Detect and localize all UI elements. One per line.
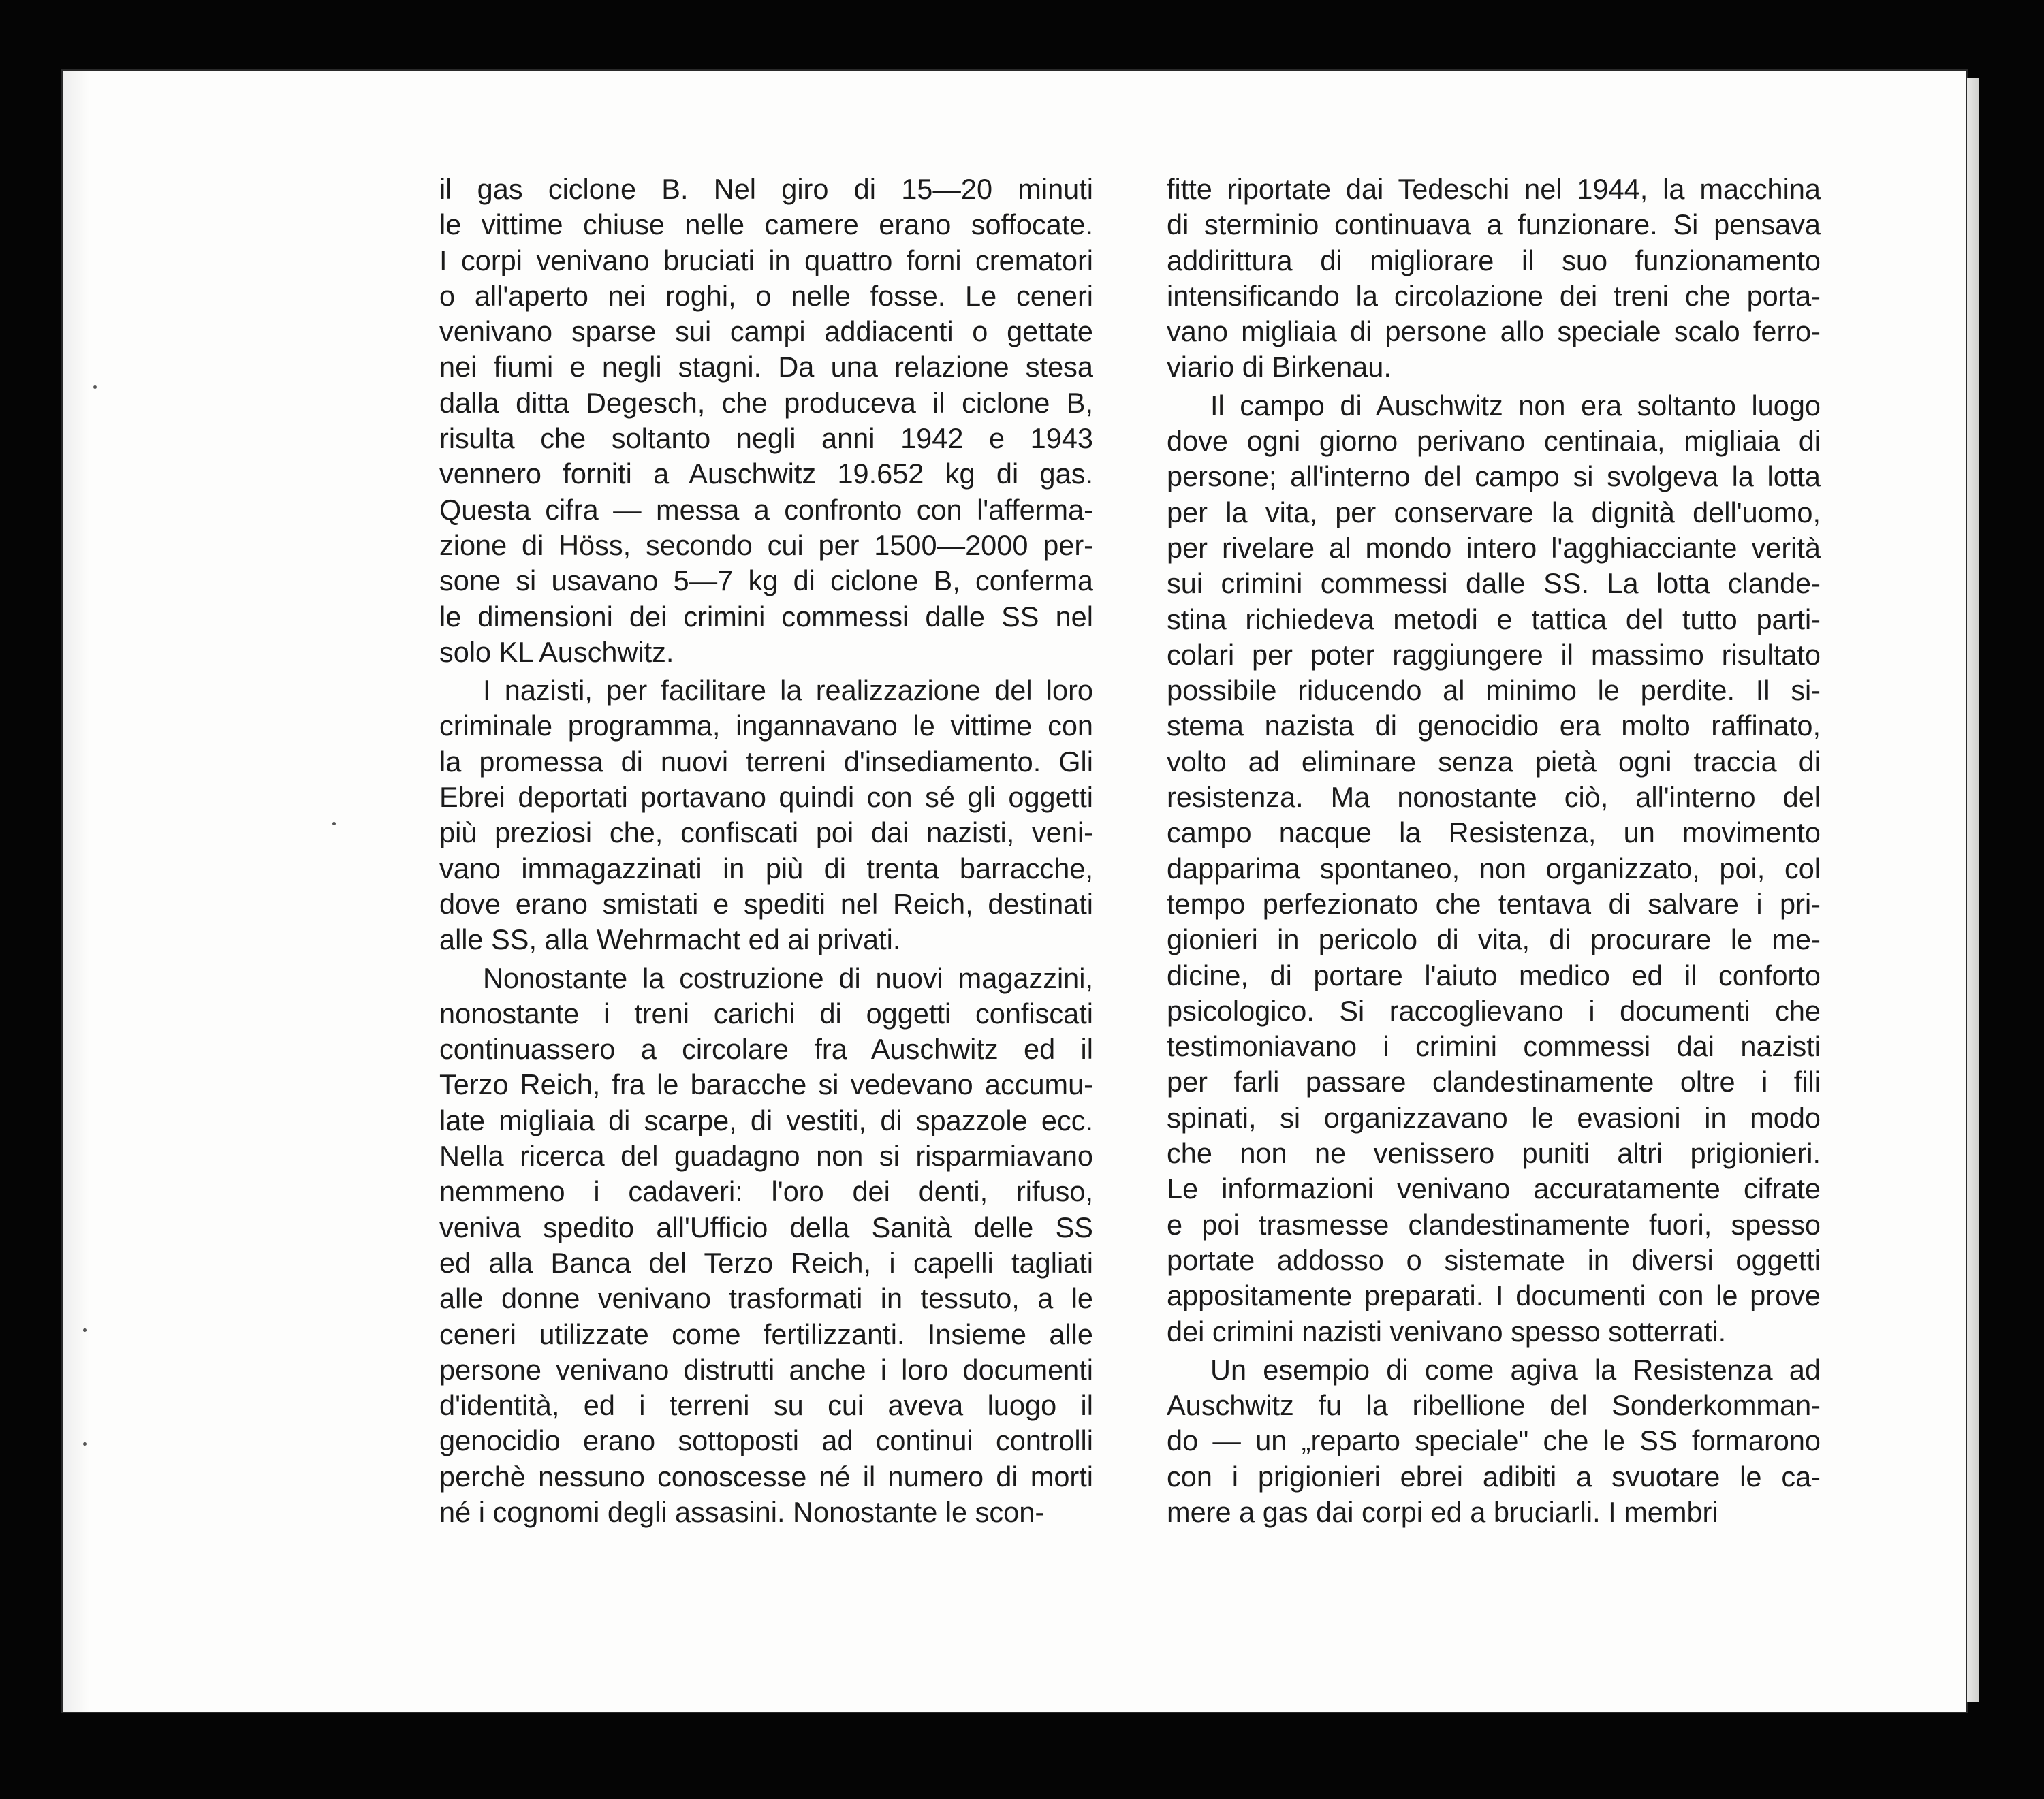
text-line: tempo perfezionato che tentava di salvare i pri- [1167,887,1821,920]
text-column-right [1167,172,1821,1530]
text-line: dicine, di portare l'aiuto medico ed il conforto [1167,959,1821,991]
text-line: per farli passare clandestinamente oltre i fili [1167,1066,1821,1098]
text-line: vano migliaia di persone allo speciale scalo ferro- [1167,315,1821,348]
text-line: stema nazista di genocidio era molto raffinato, [1167,710,1821,742]
paragraph [1167,388,1821,1350]
print-speck [332,822,336,825]
paragraph [1167,172,1821,385]
text-line: nei fiumi e negli stagni. Da una relazione stesa [439,351,1093,383]
text-line: né i cognomi degli assasini. Nonostante le scon- [439,1495,1045,1528]
text-line: con i prigionieri ebrei adibiti a svuotare le ca- [1167,1460,1821,1493]
text-line: addirittura di migliorare il suo funzionamento [1167,244,1821,276]
text-line: dove erano smistati e spediti nel Reich, destinati [439,887,1093,920]
text-line: la promessa di nuovi terreni d'insediamento. Gli [439,745,1093,778]
text-line: possibile riducendo al minimo le perdite. Il si- [1167,674,1821,707]
text-line: alle SS, alla Wehrmacht ed ai privati. [439,923,901,956]
text-line: Le informazioni venivano accuratamente cifrate [1167,1173,1821,1205]
text-line: zione di Höss, secondo cui per 1500—2000 per- [439,528,1093,561]
paragraph [439,673,1093,957]
text-line: solo KL Auschwitz. [439,635,674,668]
text-line: Terzo Reich, fra le baracche si vedevano accumu- [439,1068,1093,1101]
text-line: late migliaia di scarpe, di vestiti, di spazzole ecc. [439,1104,1093,1136]
text-line: le dimensioni dei crimini commessi dalle SS nel [439,600,1093,633]
text-line: colari per poter raggiungere il massimo risultato [1167,638,1821,671]
text-line: portate addosso o sistemate in diversi oggetti [1167,1243,1821,1276]
text-line: vennero forniti a Auschwitz 19.652 kg di gas. [439,458,1093,490]
text-line: persone; all'interno del campo si svolgeva la lotta [1167,460,1821,493]
text-line: Un esempio di come agiva la Resistenza ad [1210,1353,1821,1386]
text-line: fitte riportate dai Tedeschi nel 1944, la macchina [1167,173,1821,205]
text-line: resistenza. Ma nonostante ciò, all'interno del [1167,781,1821,814]
text-line: continuassero a circolare fra Auschwitz ed il [439,1033,1093,1066]
text-line: stina richiedeva metodi e tattica del tutto parti- [1167,603,1821,635]
text-line: per rivelare al mondo intero l'agghiacciante verità [1167,531,1821,564]
text-line: testimoniavano i crimini commessi dai nazisti [1167,1030,1821,1063]
page-fold-shadow [63,71,90,1712]
text-line: sui crimini commessi dalle SS. La lotta clande- [1167,567,1821,600]
page-edge [1967,78,1979,1702]
text-line: Auschwitz fu la ribellione del Sonderkomman- [1167,1389,1821,1422]
text-line: nonostante i treni carichi di oggetti confiscati [439,997,1093,1030]
text-line: sone si usavano 5—7 kg di ciclone B, conferma [439,564,1093,597]
text-line: vano immagazzinati in più di trenta barracche, [439,852,1093,885]
text-line: il gas ciclone B. Nel giro di 15—20 minuti [439,173,1093,205]
paragraph [439,961,1093,1531]
text-line: Nonostante la costruzione di nuovi magazzini, [483,961,1093,994]
text-line: viario di Birkenau. [1167,351,1392,383]
text-line: appositamente preparati. I documenti con le prove [1167,1279,1821,1312]
text-line: dei crimini nazisti venivano spesso sotterrati. [1167,1315,1727,1348]
text-line: Nella ricerca del guadagno non si risparmiavano [439,1140,1093,1173]
text-line: genocidio erano sottoposti ad continui controlli [439,1424,1093,1457]
paragraph [439,172,1093,670]
text-line: ceneri utilizzate come fertilizzanti. Insieme alle [439,1318,1093,1350]
print-speck [83,1328,87,1332]
text-line: I corpi venivano bruciati in quattro forni crematori [439,244,1093,276]
text-line: Questa cifra — messa a confronto con l'afferma- [439,493,1093,526]
text-line: mere a gas dai corpi ed a bruciarli. I membri [1167,1495,1718,1528]
text-line: d'identità, ed i terreni su cui aveva luogo il [439,1389,1093,1422]
text-line: per la vita, per conservare la dignità dell'uomo, [1167,496,1821,528]
text-line: che non ne venissero puniti altri prigionieri. [1167,1137,1821,1170]
text-line: gionieri in pericolo di vita, di procurare le me- [1167,923,1821,956]
text-line: le vittime chiuse nelle camere erano soffocate. [439,208,1093,241]
text-line: spinati, si organizzavano le evasioni in modo [1167,1101,1821,1134]
text-line: Il campo di Auschwitz non era soltanto luogo [1210,389,1821,421]
text-line: ed alla Banca del Terzo Reich, i capelli tagliati [439,1246,1093,1279]
print-speck [93,385,97,389]
print-speck [83,1442,87,1446]
text-line: perchè nessuno conoscesse né il numero di morti [439,1460,1093,1493]
text-line: dove ogni giorno perivano centinaia, migliaia di [1167,425,1821,458]
text-line: do — un „reparto speciale" che le SS formarono [1167,1424,1821,1457]
text-line: dalla ditta Degesch, che produceva il ciclone B, [439,386,1093,419]
text-line: risulta che soltanto negli anni 1942 e 1943 [439,422,1093,455]
text-line: Ebrei deportati portavano quindi con sé gli oggetti [439,781,1093,814]
text-line: di sterminio continuava a funzionare. Si pensava [1167,208,1821,241]
text-line: intensificando la circolazione dei treni che porta- [1167,279,1821,312]
text-line: psicologico. Si raccoglievano i documenti che [1167,994,1821,1027]
text-line: volto ad eliminare senza pietà ogni traccia di [1167,745,1821,778]
text-line: alle donne venivano trasformati in tessuto, a le [439,1282,1093,1315]
text-line: veniva spedito all'Ufficio della Sanità delle SS [439,1211,1093,1243]
text-line: dapparima spontaneo, non organizzato, poi, col [1167,852,1821,885]
text-column-left [439,172,1093,1530]
text-line: persone venivano distrutti anche i loro documenti [439,1353,1093,1386]
paragraph [1167,1352,1821,1530]
text-line: campo nacque la Resistenza, un movimento [1167,816,1821,849]
text-line: e poi trasmesse clandestinamente fuori, spesso [1167,1208,1821,1241]
text-line: nemmeno i cadaveri: l'oro dei denti, rifuso, [439,1175,1093,1208]
text-line: o all'aperto nei roghi, o nelle fosse. Le ceneri [439,279,1093,312]
text-line: venivano sparse sui campi addiacenti o gettate [439,315,1093,348]
text-line: criminale programma, ingannavano le vittime con [439,710,1093,742]
text-line: più preziosi che, confiscati poi dai nazisti, veni- [439,816,1093,849]
text-line: I nazisti, per facilitare la realizzazione del loro [483,674,1093,707]
